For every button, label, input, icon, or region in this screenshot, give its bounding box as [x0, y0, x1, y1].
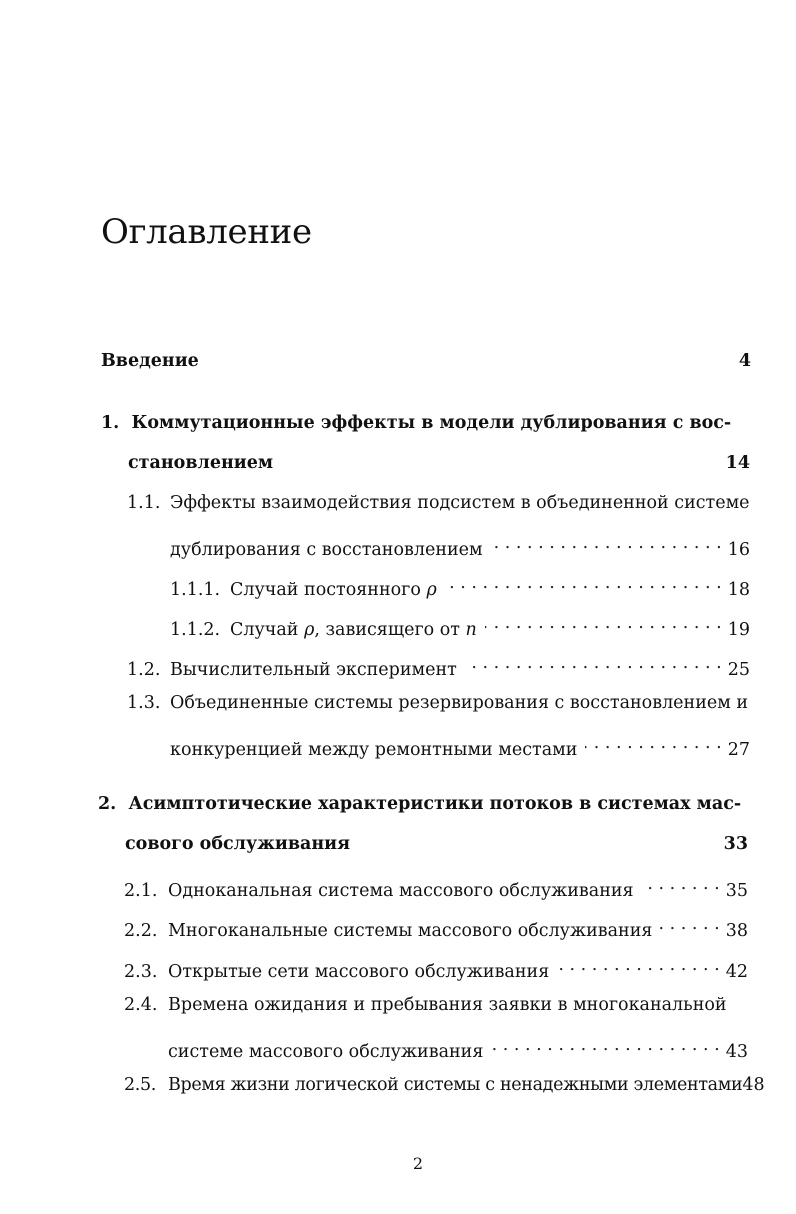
section-title: Объединенные системы резервирования с восстановлением и — [170, 693, 749, 713]
toc-chapter-2-title-line2[interactable] — [125, 832, 748, 856]
toc-section-1-1-line2[interactable] — [170, 531, 750, 562]
toc-section-2-1[interactable] — [124, 872, 748, 903]
dot-leader — [465, 651, 722, 675]
section-number: 2.5. — [124, 1075, 156, 1095]
subsection-title: Случай — [230, 620, 299, 640]
toc-subsection-1-1-1[interactable] — [170, 571, 750, 602]
subsection-title: Случай постоянного — [230, 580, 421, 600]
subsection-page: 19 — [727, 620, 750, 640]
section-title: Открытые сети массового обслуживания — [168, 962, 550, 982]
subsection-page: 18 — [727, 580, 750, 600]
section-page: 42 — [725, 962, 748, 982]
page-title: Оглавление — [101, 212, 312, 252]
section-title: Время жизни логической системы с ненадежными элементами — [168, 1075, 743, 1095]
section-page: 16 — [727, 540, 750, 560]
dot-leader — [491, 531, 722, 555]
toc-section-1-2[interactable] — [127, 651, 750, 682]
dot-leader — [660, 912, 719, 936]
toc-section-1-3-line1[interactable] — [127, 691, 748, 715]
dot-leader — [445, 571, 722, 595]
n-symbol: n — [465, 620, 477, 640]
subsection-number: 1.1.2. — [170, 620, 221, 640]
toc-section-1-1-line1[interactable] — [127, 491, 750, 515]
toc-section-2-4-line2[interactable] — [168, 1033, 748, 1064]
toc-chapter-2-title-line1[interactable] — [98, 792, 741, 816]
section-page: 25 — [727, 660, 750, 680]
section-page: 48 — [742, 1075, 765, 1095]
toc-chapter-1-title-line2[interactable] — [128, 451, 750, 475]
chapter-title-continued: становлением — [128, 453, 274, 473]
section-number: 2.4. — [124, 995, 158, 1015]
toc-section-2-4-line1[interactable] — [124, 993, 727, 1017]
toc-section-2-3[interactable] — [124, 953, 748, 984]
toc-chapter-1-title-line1[interactable] — [101, 411, 731, 435]
section-page: 43 — [725, 1042, 748, 1062]
page-number: 2 — [412, 1154, 424, 1173]
section-number: 1.2. — [127, 660, 161, 680]
rho-symbol: ρ — [304, 620, 315, 640]
section-title: Эффекты взаимодействия подсистем в объединенной системе — [170, 493, 750, 513]
dot-leader — [491, 1033, 719, 1057]
section-number: 2.1. — [124, 881, 158, 901]
dot-leader — [585, 731, 721, 755]
section-number: 1.3. — [127, 693, 161, 713]
section-title-continued: дублирования с восстановлением — [170, 540, 483, 560]
section-title: Многоканальные системы массового обслуживания — [168, 921, 653, 941]
toc-entry-intro[interactable] — [101, 349, 751, 373]
section-number: 2.2. — [124, 921, 158, 941]
section-number: 2.3. — [124, 962, 158, 982]
chapter-title: Коммутационные эффекты в модели дублирования с вос- — [131, 413, 732, 433]
toc-entry-page: 4 — [738, 351, 751, 371]
section-title: Вычислительный эксперимент — [170, 660, 457, 680]
rho-symbol: ρ — [426, 580, 437, 600]
chapter-number: 2. — [98, 794, 117, 814]
chapter-title-continued: сового обслуживания — [125, 834, 351, 854]
chapter-page: 33 — [723, 834, 748, 854]
toc-entry-label: Введение — [101, 351, 199, 371]
dot-leader — [485, 611, 722, 635]
dot-leader — [642, 872, 720, 896]
section-title: Времена ожидания и пребывания заявки в многоканальной — [168, 995, 727, 1015]
section-title-continued: системе массового обслуживания — [168, 1042, 484, 1062]
toc-section-1-3-line2[interactable] — [170, 731, 750, 762]
dot-leader — [557, 953, 719, 977]
subsection-title-middle: , зависящего от — [314, 620, 460, 640]
chapter-title: Асимптотические характеристики потоков в системах мас- — [128, 794, 742, 814]
toc-section-2-2[interactable] — [124, 912, 748, 943]
section-page: 27 — [727, 740, 750, 760]
section-page: 35 — [725, 881, 748, 901]
subsection-number: 1.1.1. — [170, 580, 221, 600]
toc-subsection-1-1-2[interactable] — [170, 611, 750, 642]
toc-section-2-5[interactable] — [124, 1073, 765, 1097]
chapter-page: 14 — [725, 453, 750, 473]
chapter-number: 1. — [101, 413, 120, 433]
section-page: 38 — [725, 921, 748, 941]
section-number: 1.1. — [127, 493, 161, 513]
section-title: Одноканальная система массового обслуживания — [168, 881, 634, 901]
section-title-continued: конкуренцией между ремонтными местами — [170, 740, 578, 760]
